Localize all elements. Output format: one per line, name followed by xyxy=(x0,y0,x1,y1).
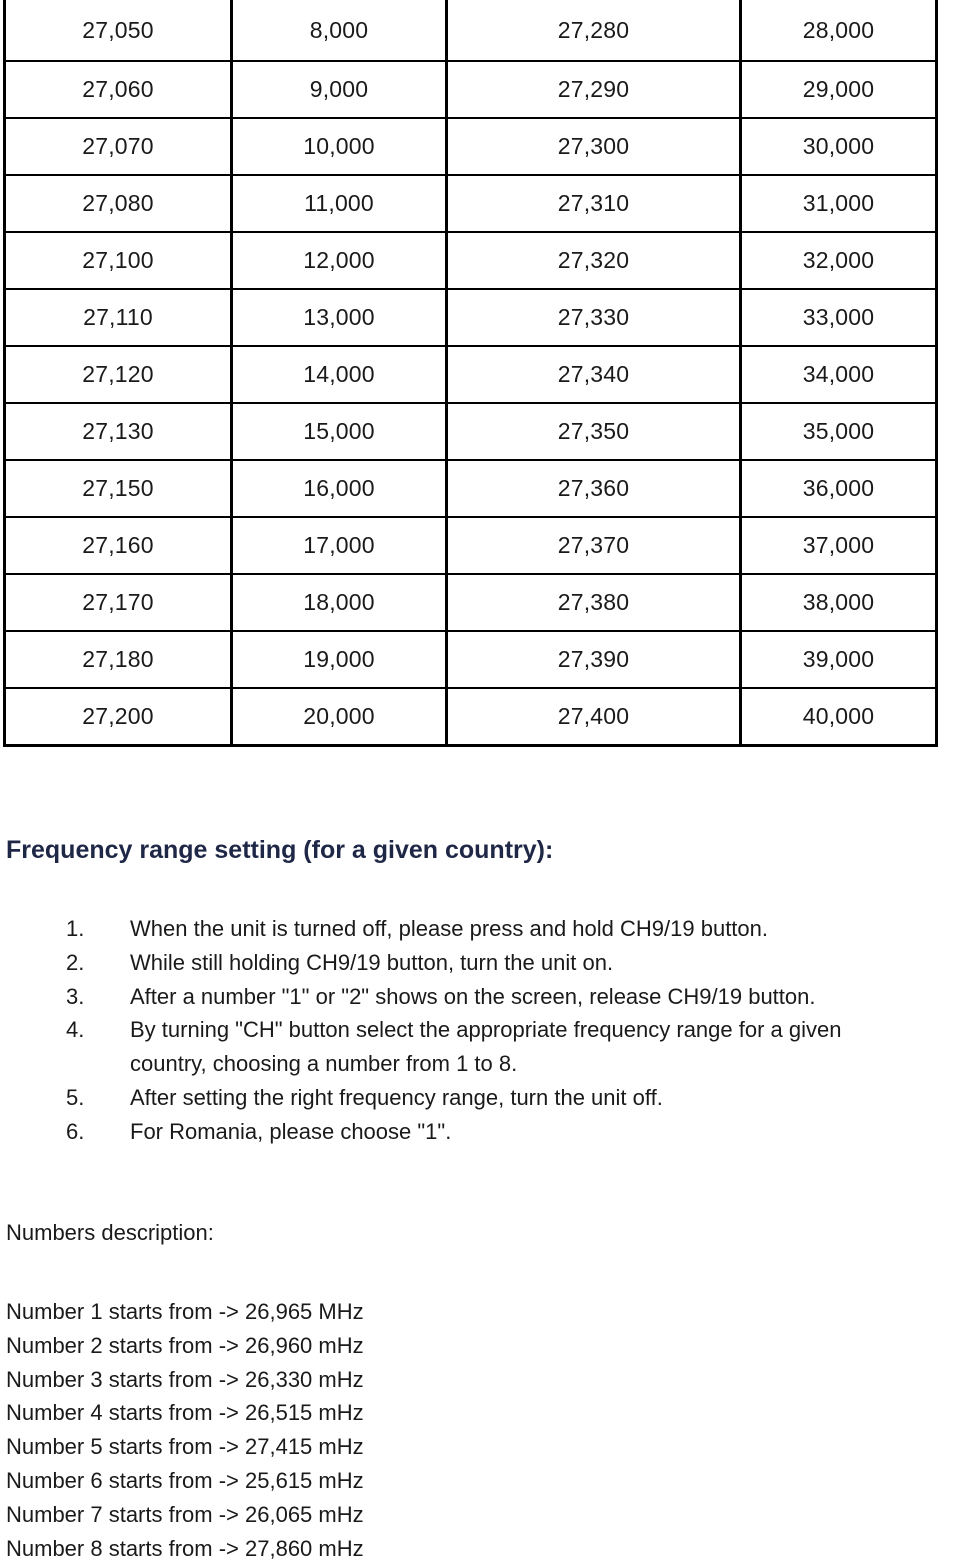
table-cell: 29,000 xyxy=(741,61,937,118)
step-text-continued: country, choosing a number from 1 to 8. xyxy=(130,1051,518,1077)
number-description-item: Number 3 starts from -> 26,330 mHz xyxy=(6,1366,364,1392)
table-cell: 27,360 xyxy=(447,460,741,517)
table-cell: 27,050 xyxy=(5,0,232,61)
table-cell: 17,000 xyxy=(232,517,447,574)
table-cell: 27,070 xyxy=(5,118,232,175)
step-item xyxy=(0,946,960,980)
step-number: 6. xyxy=(66,1118,85,1144)
table-cell: 27,100 xyxy=(5,232,232,289)
table-cell: 33,000 xyxy=(741,289,937,346)
step-text: By turning "CH" button select the appropriate frequency range for a given xyxy=(130,1017,842,1043)
table-cell: 27,200 xyxy=(5,688,232,746)
table-cell: 27,340 xyxy=(447,346,741,403)
step-text: After setting the right frequency range, turn the unit off. xyxy=(130,1084,663,1110)
step-item xyxy=(0,1115,960,1149)
table-cell: 39,000 xyxy=(741,631,937,688)
table-cell: 32,000 xyxy=(741,232,937,289)
table-cell: 13,000 xyxy=(232,289,447,346)
table-cell: 27,150 xyxy=(5,460,232,517)
number-description-item: Number 1 starts from -> 26,965 MHz xyxy=(6,1299,364,1324)
step-number: 1. xyxy=(66,916,85,941)
table-cell: 38,000 xyxy=(741,574,937,631)
table-cell: 8,000 xyxy=(232,0,447,61)
table-cell: 30,000 xyxy=(741,118,937,175)
table-cell: 27,110 xyxy=(5,289,232,346)
table-cell: 36,000 xyxy=(741,460,937,517)
table-cell: 27,060 xyxy=(5,61,232,118)
table-cell: 27,370 xyxy=(447,517,741,574)
numbers-description-list xyxy=(6,1295,364,1565)
step-text: When the unit is turned off, please press and hold CH9/19 button. xyxy=(130,916,768,941)
table-cell: 37,000 xyxy=(741,517,937,574)
table-row xyxy=(5,403,937,460)
step-number: 2. xyxy=(66,949,85,975)
step-number: 5. xyxy=(66,1084,85,1110)
table-row xyxy=(5,574,937,631)
table-row xyxy=(5,118,937,175)
step-item xyxy=(0,1013,960,1081)
table-row xyxy=(5,631,937,688)
table-cell: 15,000 xyxy=(232,403,447,460)
number-description-item: Number 2 starts from -> 26,960 mHz xyxy=(6,1332,364,1358)
table-row xyxy=(5,517,937,574)
step-text: After a number "1" or "2" shows on the screen, release CH9/19 button. xyxy=(130,983,816,1009)
table-cell: 27,330 xyxy=(447,289,741,346)
step-text: While still holding CH9/19 button, turn the unit on. xyxy=(130,949,614,975)
table-cell: 10,000 xyxy=(232,118,447,175)
table-cell: 27,160 xyxy=(5,517,232,574)
step-item xyxy=(0,980,960,1014)
table-cell: 9,000 xyxy=(232,61,447,118)
table-cell: 28,000 xyxy=(741,0,937,61)
table-row xyxy=(5,289,937,346)
step-number: 3. xyxy=(66,983,85,1009)
numbers-description-title: Numbers description: xyxy=(6,1220,214,1245)
table-cell: 27,300 xyxy=(447,118,741,175)
table-cell: 12,000 xyxy=(232,232,447,289)
frequency-table xyxy=(3,0,938,747)
table-cell: 31,000 xyxy=(741,175,937,232)
table-cell: 16,000 xyxy=(232,460,447,517)
number-description-item: Number 6 starts from -> 25,615 mHz xyxy=(6,1467,364,1493)
section-heading: Frequency range setting (for a given country): xyxy=(6,836,554,864)
number-description-item: Number 4 starts from -> 26,515 mHz xyxy=(6,1400,364,1426)
table-cell: 18,000 xyxy=(232,574,447,631)
table-cell: 27,400 xyxy=(447,688,741,746)
table-cell: 34,000 xyxy=(741,346,937,403)
step-number: 4. xyxy=(66,1017,85,1043)
step-item xyxy=(0,1081,960,1115)
table-cell: 27,390 xyxy=(447,631,741,688)
table-cell: 27,170 xyxy=(5,574,232,631)
table-row xyxy=(5,232,937,289)
table-cell: 27,080 xyxy=(5,175,232,232)
table-cell: 27,120 xyxy=(5,346,232,403)
number-description-item: Number 5 starts from -> 27,415 mHz xyxy=(6,1434,364,1460)
number-description-item: Number 8 starts from -> 27,860 mHz xyxy=(6,1535,364,1561)
table-cell: 27,380 xyxy=(447,574,741,631)
frequency-table-body xyxy=(5,0,937,746)
table-row xyxy=(5,0,937,61)
table-row xyxy=(5,61,937,118)
step-text: For Romania, please choose "1". xyxy=(130,1118,452,1144)
table-cell: 19,000 xyxy=(232,631,447,688)
table-cell: 11,000 xyxy=(232,175,447,232)
table-cell: 14,000 xyxy=(232,346,447,403)
table-row xyxy=(5,175,937,232)
table-cell: 27,180 xyxy=(5,631,232,688)
table-cell: 35,000 xyxy=(741,403,937,460)
table-row xyxy=(5,346,937,403)
table-cell: 40,000 xyxy=(741,688,937,746)
table-cell: 20,000 xyxy=(232,688,447,746)
table-row xyxy=(5,460,937,517)
table-cell: 27,280 xyxy=(447,0,741,61)
table-cell: 27,320 xyxy=(447,232,741,289)
table-cell: 27,290 xyxy=(447,61,741,118)
steps-list xyxy=(0,912,960,1149)
step-item xyxy=(0,912,960,946)
table-cell: 27,350 xyxy=(447,403,741,460)
table-cell: 27,310 xyxy=(447,175,741,232)
table-cell: 27,130 xyxy=(5,403,232,460)
table-row xyxy=(5,688,937,746)
number-description-item: Number 7 starts from -> 26,065 mHz xyxy=(6,1501,364,1527)
